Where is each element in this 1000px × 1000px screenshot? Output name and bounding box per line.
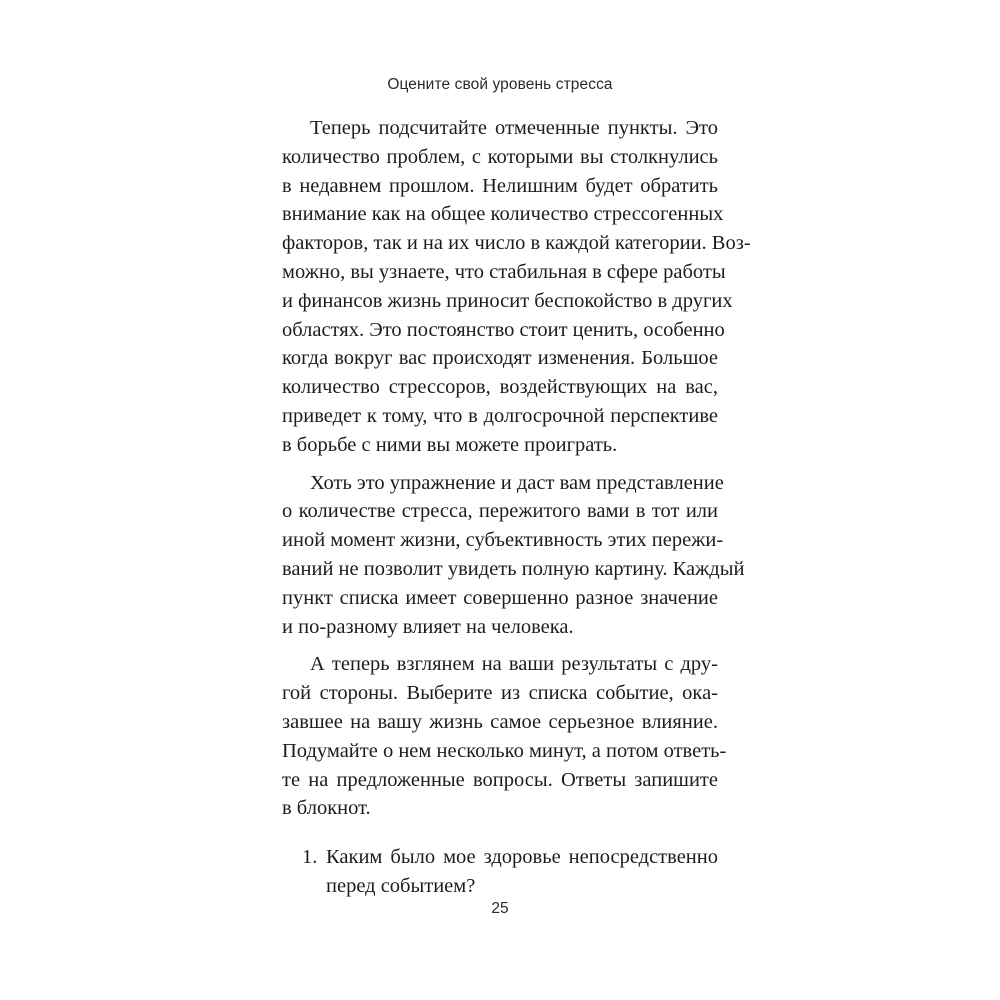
text-line: приведет к тому, что в долгосрочной перспективе — [282, 404, 718, 427]
question-number: 1. — [302, 846, 318, 869]
question-list — [282, 843, 718, 901]
text-line: и по-разному влияет на человека. — [282, 615, 574, 638]
text-line: факторов, так и на их число в каждой категории. Воз- — [282, 232, 751, 255]
text-line: А теперь взглянем на ваши результаты с дру- — [310, 653, 718, 676]
text-line: перед событием? — [326, 874, 476, 897]
text-line: и финансов жизнь приносит беспокойство в других — [282, 289, 733, 312]
list-spacer — [282, 823, 718, 843]
page-number: 25 — [491, 900, 509, 917]
text-line: количество стрессоров, воздействующих на вас, — [282, 376, 718, 399]
text-line: в борьбе с ними вы можете проиграть. — [282, 433, 618, 456]
text-line: Подумайте о нем несколько минут, а потом ответь- — [282, 739, 727, 762]
text-line: те на предложенные вопросы. Ответы запишите — [282, 768, 718, 791]
text-line: гой стороны. Выберите из списка событие, ока- — [282, 682, 718, 705]
text-line: внимание как на общее количество стрессогенных — [282, 203, 724, 226]
paragraph-spacer — [282, 460, 718, 469]
paragraph-3 — [282, 650, 727, 823]
text-line: областях. Это постоянство стоит ценить, особенно — [282, 318, 725, 341]
text-line: Хоть это упражнение и даст вам представление — [310, 471, 724, 494]
paragraph-2 — [282, 469, 745, 642]
text-line: можно, вы узнаете, что стабильная в сфере работы — [282, 260, 726, 283]
paragraph-1 — [282, 114, 751, 460]
text-line: иной момент жизни, субъективность этих пережи- — [282, 529, 724, 552]
running-head: Оцените свой уровень стресса — [387, 76, 613, 93]
text-line: Каким было мое здоровье непосредственно — [326, 846, 718, 869]
text-line: в недавнем прошлом. Нелишним будет обратить — [282, 174, 718, 197]
text-line: когда вокруг вас происходят изменения. Большое — [282, 347, 718, 370]
body-text — [282, 114, 751, 901]
text-line: завшее на вашу жизнь самое серьезное влияние. — [282, 710, 718, 733]
paragraph-spacer — [282, 641, 718, 650]
text-line: пункт списка имеет совершенно разное значение — [282, 586, 718, 609]
text-line: Теперь подсчитайте отмеченные пункты. Это — [310, 117, 718, 139]
text-line: ваний не позволит увидеть полную картину. Каждый — [282, 557, 745, 580]
text-line: количество проблем, с которыми вы столкнулись — [282, 145, 718, 168]
text-line: в блокнот. — [282, 797, 371, 820]
text-line: о количестве стресса, пережитого вами в тот или — [282, 500, 718, 523]
question-item — [282, 843, 718, 901]
